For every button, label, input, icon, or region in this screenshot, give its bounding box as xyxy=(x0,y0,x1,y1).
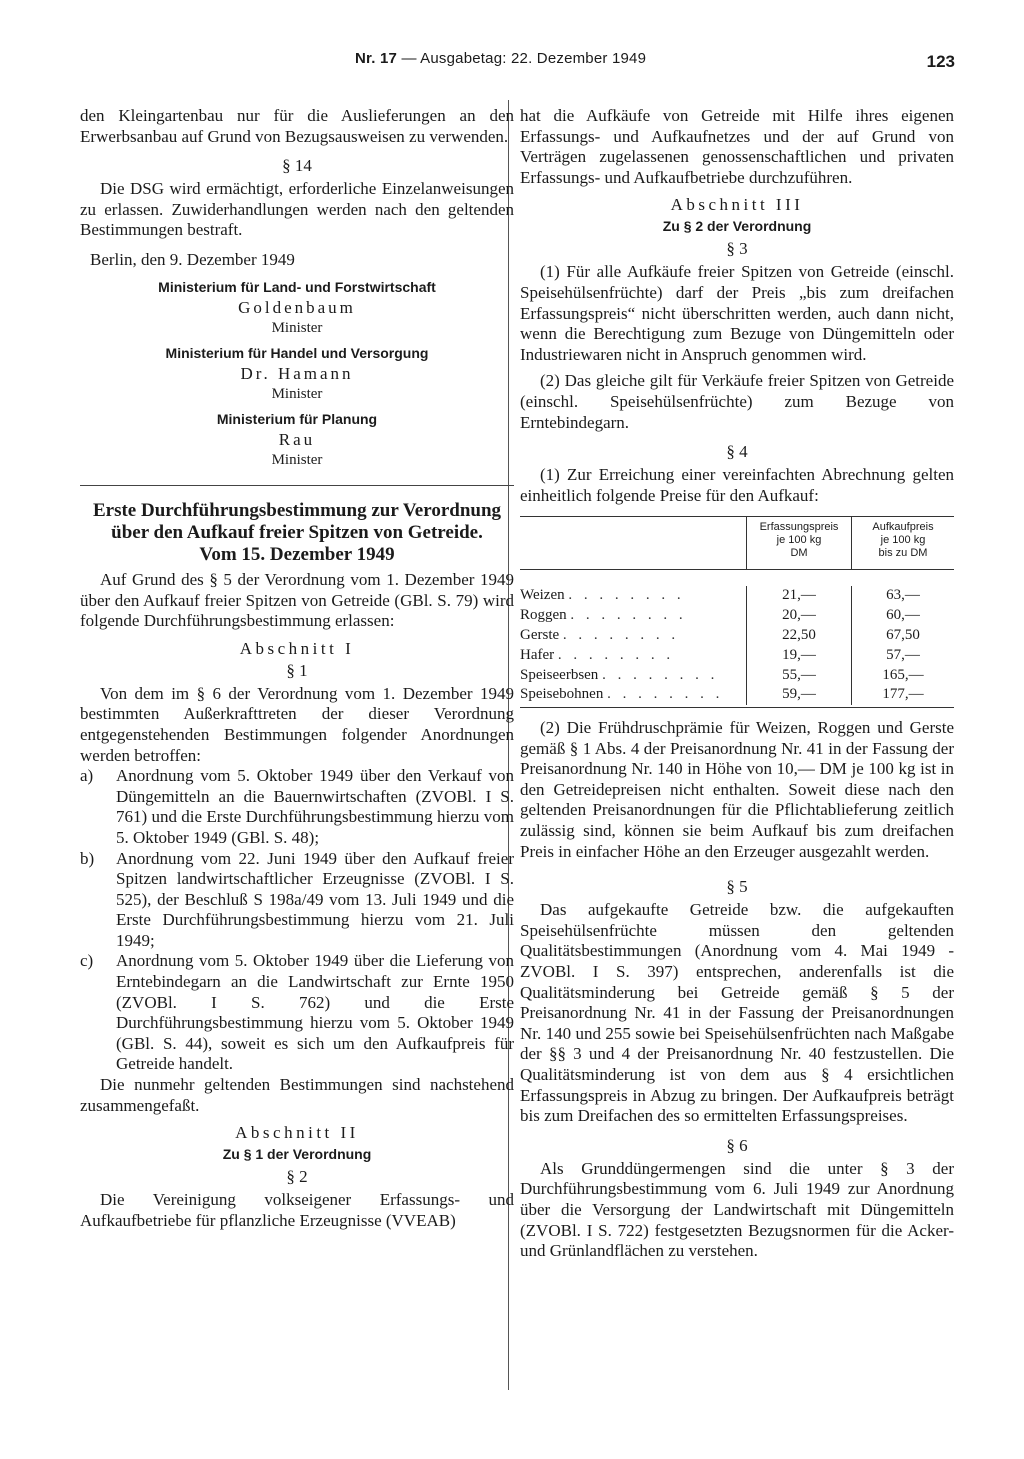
section-2-heading: Abschnitt II xyxy=(235,1123,359,1143)
signer-role: Minister xyxy=(271,385,323,402)
summary-paragraph: Die nunmehr geltenden Bestimmungen sind nachstehend zusammengefaßt. xyxy=(80,1075,514,1115)
paragraph-14-text: Die DSG wird ermächtigt, erforderliche Einzelanweisungen zu erlassen. Zuwiderhandlungen werden nach den geltenden Bestimmungen bestraft. xyxy=(80,179,514,240)
left-column xyxy=(80,106,514,1231)
price-table xyxy=(520,516,954,708)
intro-paragraph: den Kleingartenbau nur für die Auslieferungen an den Erwerbsanbau auf Grund von Bezugsausweisen zu verwenden. xyxy=(80,106,514,146)
section-1-heading: Abschnitt I xyxy=(239,638,355,658)
erfassungspreis-cell: 22,50 xyxy=(747,626,852,646)
paragraph-5-heading: § 5 xyxy=(726,877,748,897)
aufkaufpreis-cell: 165,— xyxy=(882,666,924,683)
paragraph-2-continuation: hat die Aufkäufe von Getreide mit Hilfe ihres eigenen Erfassungs- und Aufkaufnetzes und der auf Grund von Verträgen zugelassenen genossenschaftlichen und privaten Erfassungs- und Aufkaufbetriebe durchzuführen. xyxy=(520,106,954,187)
right-column xyxy=(520,106,954,1262)
paragraph-1-text: Von dem im § 6 der Verordnung vom 1. Dezember 1949 bestimmten Außerkrafttreten der dieser Verordnung entgegenstehenden Bestimmungen folgender Anordnungen werden betroffen: xyxy=(80,683,514,765)
paragraph-6-heading: § 6 xyxy=(726,1135,748,1155)
paragraph-2-text: Die Vereinigung volkseigener Erfassungs- und Aufkaufbetriebe für pflanzliche Erzeugnisse (VVEAB) xyxy=(80,1190,514,1230)
list-text: Anordnung vom 5. Oktober 1949 über den Verkauf von Düngemitteln an die Bauernwirtschaften (ZVOBl. I S. 761) und die Erste Durchführungsbestimmung hierzu vom 5. Oktober 1949 (GBl. S. 48); xyxy=(116,766,514,847)
grain-name: Gerste xyxy=(520,626,560,643)
table-header-aufkaufpreis: Aufkaufpreis je 100 kg bis zu DM xyxy=(872,521,934,560)
grain-name: Speiseerbsen xyxy=(520,666,599,683)
grain-name: Roggen xyxy=(520,607,567,624)
aufkaufpreis-cell: 57,— xyxy=(886,646,920,663)
document-date: Vom 15. Dezember 1949 xyxy=(199,543,395,565)
paragraph-1-heading: § 1 xyxy=(286,660,308,680)
dot-leader: . . . . . . . . xyxy=(607,686,724,703)
table-row xyxy=(520,606,954,626)
signer-name: Goldenbaum xyxy=(238,297,356,317)
paragraph-3-text-1: (1) Für alle Aufkäufe freier Spitzen von Getreide (einschl. Speisehülsenfrüchte) darf der Preis „bis zum dreifachen Erfassungspreis“ nicht überschritten werden, auch dann nicht, wenn die Berechtigung zum Bezuge von Düngemitteln oder Industriewaren nicht in Anspruch genommen wird. xyxy=(520,262,954,364)
section-separator xyxy=(80,485,514,486)
grain-name: Weizen xyxy=(520,587,565,604)
grain-name: Hafer xyxy=(520,646,555,663)
dot-leader: . . . . . . . . xyxy=(562,626,680,643)
table-row xyxy=(520,666,954,686)
table-row xyxy=(520,646,954,666)
paragraph-5-text: Das aufgekaufte Getreide bzw. die aufgekauften Speisehülsenfrüchte müssen den geltenden Qualitätsbestimmungen (Anordnung vom 4. Mai 1949 - ZVOBl. I S. 397) entsprechen, anderenfalls ist die Qualitätsminderung bei Getreide gemäß § 5 der Preisanordnung Nr. 41 in der Fassung der Preisanordnungen Nr. 140 und 255 sowie bei Speisehülsenfrüchten nach Maßgabe der §§ 3 und 4 der Preisanordnung Nr. 40 festzustellen. Die Qualitätsminderung ist von dem aus § 4 ersichtlichen Erfassungspreis in Abzug zu bringen. Der Aufkaufpreis beträgt bis zum Dreifachen des so ermittelten Erfassungspreises. xyxy=(520,900,954,1126)
table-header xyxy=(520,517,954,570)
issue-line xyxy=(355,50,646,67)
signer-name: Dr. Hamann xyxy=(240,363,354,383)
erfassungspreis-cell: 20,— xyxy=(747,606,852,626)
paragraph-2-heading: § 2 xyxy=(286,1167,308,1187)
paragraph-3-heading: § 3 xyxy=(726,239,748,259)
paragraph-3-text-2: (2) Das gleiche gilt für Verkäufe freier Spitzen von Getreide (einschl. Speisehülsenfrüchte) zum Bezuge von Erntebindegarn. xyxy=(520,371,954,432)
paragraph-14-heading: § 14 xyxy=(282,156,312,176)
erfassungspreis-cell: 21,— xyxy=(747,586,852,606)
list-item xyxy=(80,951,514,1075)
dot-leader: . . . . . . . . xyxy=(557,646,675,663)
list-text: Anordnung vom 5. Oktober 1949 über die Lieferung von Erntebindegarn an die Landwirtschaft zur Ernte 1950 (ZVOBl. I S. 762) und die Erste Durchführungsbestimmung hierzu vom 5. Oktober 1949 (GBl. S. 44), soweit es sich um den Aufkaufpreis für Getreide handelt. xyxy=(116,951,514,1074)
list-label: b) xyxy=(80,848,95,868)
preamble-paragraph: Auf Grund des § 5 der Verordnung vom 1. Dezember 1949 über den Aufkauf freier Spitzen von Getreide (GBl. S. 79) wird folgende Durchführungsbestimmung erlassen: xyxy=(80,569,514,631)
list-text: Anordnung vom 22. Juni 1949 über den Aufkauf freier Spitzen landwirtschaftlicher Erzeugnisse (ZVOBl. I S. 525), der Beschluß S 198a/49 vom 13. Juli 1949 und die Erste Durchführungsbestimmung hierzu vom 21. Juli 1949; xyxy=(116,848,514,950)
erfassungspreis-cell: 59,— xyxy=(747,685,852,705)
dot-leader: . . . . . . . . xyxy=(602,666,719,683)
table-header-erfassungspreis: Erfassungspreis je 100 kg DM xyxy=(747,517,852,569)
paragraph-4-heading: § 4 xyxy=(726,442,748,462)
issue-number: Nr. 17 xyxy=(355,50,398,67)
table-row xyxy=(520,685,954,705)
aufkaufpreis-cell: 177,— xyxy=(882,686,924,703)
ministry-name: Ministerium für Handel und Versorgung xyxy=(165,344,429,361)
list-label: c) xyxy=(80,951,94,971)
issue-date: — Ausgabetag: 22. Dezember 1949 xyxy=(401,50,647,67)
ministry-name: Ministerium für Land- und Forstwirtschaft xyxy=(158,278,436,295)
ministry-name: Ministerium für Planung xyxy=(216,410,378,427)
document-title: Erste Durchführungsbestimmung zur Verordnung über den Aufkauf freier Spitzen von Getreide. xyxy=(92,499,502,543)
table-body xyxy=(520,570,954,707)
erfassungspreis-cell: 55,— xyxy=(747,666,852,686)
page-number: 123 xyxy=(926,52,955,71)
aufkaufpreis-cell: 60,— xyxy=(886,607,920,624)
erfassungspreis-cell: 19,— xyxy=(747,646,852,666)
table-row xyxy=(520,586,954,606)
paragraph-4-text-2: (2) Die Frühdruschprämie für Weizen, Roggen und Gerste gemäß § 1 Abs. 4 der Preisanordnung Nr. 41 in der Fassung der Preisanordnung Nr. 140 in Höhe von 10,— DM je 100 kg ist in den Getreidepreisen nicht enthalten. Soweit diese nach den geltenden Preisanordnungen für die Pflichtablieferung zeitlich zulässig sind, können sie beim Aufkauf bis zum dreifachen Preis in einfacher Höhe an den Erzeuger ausgezahlt werden. xyxy=(520,718,954,861)
paragraph-6-text: Als Grunddüngermengen sind die unter § 3 der Durchführungsbestimmung vom 6. Juli 1949 zur Anordnung über die Versorgung der Landwirtschaft mit Düngemitteln (ZVOBl. I S. 722) festgesetzten Bezugsnormen für die Acker- und Grünlandflächen zu verstehen. xyxy=(520,1158,954,1261)
section-2-subheading: Zu § 1 der Verordnung xyxy=(222,1146,372,1163)
list-item xyxy=(80,849,514,952)
aufkaufpreis-cell: 63,— xyxy=(886,587,920,604)
dot-leader: . . . . . . . . xyxy=(570,607,687,624)
section-3-subheading: Zu § 2 der Verordnung xyxy=(662,218,812,235)
signer-role: Minister xyxy=(271,319,323,336)
signer-role: Minister xyxy=(271,451,323,468)
page-header xyxy=(355,50,955,80)
section-3-heading: Abschnitt III xyxy=(670,195,804,215)
table-row xyxy=(520,626,954,646)
signer-name: Rau xyxy=(278,429,316,449)
place-date: Berlin, den 9. Dezember 1949 xyxy=(90,249,295,269)
list-label: a) xyxy=(80,766,94,786)
aufkaufpreis-cell: 67,50 xyxy=(886,626,920,643)
grain-name: Speisebohnen xyxy=(520,686,604,703)
table-header-empty xyxy=(520,517,747,569)
paragraph-4-text-1: (1) Zur Erreichung einer vereinfachten Abrechnung gelten einheitlich folgende Preise für den Aufkauf: xyxy=(520,465,954,505)
dot-leader: . . . . . . . . xyxy=(568,587,685,604)
list-item xyxy=(80,766,514,848)
